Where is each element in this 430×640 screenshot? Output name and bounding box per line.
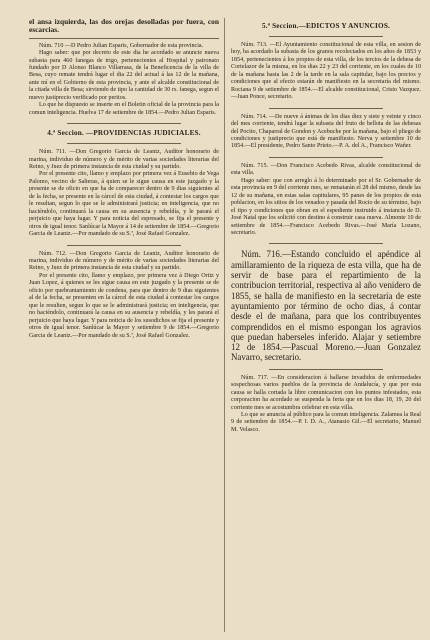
notice-716-header: Núm. 716.—Estando concluido el apéndice al amillaramiento de la riqueza de esta villa, que ha de servir de base para el repartimiento de la contribucion territorial, respectiva al año venidero de 1855, se halla de manifiesto en la secretaría de este ayuntamiento por término de ocho dias, á contar desde el de mañana, para que los contribuyentes comprendidos en el mismo espongan los agravios que puedan haberseles inferido. Alajar y setiembre 12 de 1854.—Pascual Moreno.—Juan Gonzalez Navarro, secretario. (231, 249, 421, 363)
divider-rule (269, 369, 383, 370)
notice-716 (231, 249, 421, 362)
section-judicial-heading: 4.ª Seccion. —PROVIDENCIAS JUDICIALES. (47, 129, 201, 138)
column-divider (224, 18, 225, 632)
divider-rule (269, 157, 383, 158)
notice-710-header: Núm. 710 —D Pedro Julian Esparis, Gobernador de esta provincia. (39, 42, 204, 49)
notice-710-body: Hago saber: que por decreto de este dia he acordado se anuncie nueva subasta para 460 fanegas de trigo, pertenecientes al Hospital y patronato fundado por D Alonso Blanco Villarrasa, de la Beneficencia de la villa de Besa, cuyo remate tendrá lugar el dia 22 del actual á las 12 de la mañana, ante mí en el Gobierno de esta provincia, y ante el alcalde constitucional de la citada villa de Besa; sirviendo de tipo la cantidad de 30 rs. fanega, segun el nuevo justiprecio verificado por peritos. (29, 50, 219, 101)
notice-717 (231, 375, 421, 435)
notice-714 (231, 114, 421, 151)
notice-710-body2: Lo que he dispuesto se inserte en el Boletin oficial de la provincia para la comun inteligencia. Huelva 17 de setiembre de 1854.—Pedro Julian Esparis. (29, 102, 219, 116)
notice-713-header: Núm. 713. —El Ayuntamiento constitucional de esta villa, en sesion de hoy, ha acordado la subasta de los granos recolectados en los años de 1853 y 1854, pertenecientes á los propios de esta villa, de los tercios de la dehesa de Cortelazor de la misma, en los dias 22 y 23 del corriente, en los cuales de 10 de la mañana hasta las 2 de la tarde en la sala capitular, bajo los precios y condiciones que al efecto estarán de manifiesto en la secretaría del mismo. Rociana 9 de setiembre de 1854.—El alcalde constitucional, Cristo Vazquez.—Juan Ponce, secretario. (231, 42, 421, 101)
notice-717-header: Núm. 717. —En consideracion á hallarse invadidos de enfermedades sospechosas varios pueblos de la provincia de Andalucía, y que por esta causa se halla cortada la libre comunicacion con los puntos infestados, esta corporacion ha acordado se suspenda la feria que en los dias 18, 19, 20 del corriente mes se acostumbra celebrar en esta villa. (231, 374, 421, 411)
notice-715 (231, 163, 421, 238)
left-column (29, 18, 219, 634)
notice-713 (231, 42, 421, 102)
notice-712 (29, 251, 219, 340)
continuation-text: el ansa izquierda, las dos orejas desolladas por fuera, con escarcias. (29, 18, 219, 35)
notice-717-body: Lo que se anuncia al público para la comun inteligencia. Zalamea la Real 9 de setiembre de 1854.—P. I. D. A., Atanasio Gil.—El secretario, Manuel M. Velasco. (231, 411, 421, 433)
divider-rule (269, 243, 383, 244)
section-edictos-heading: 5.ª Seccion.—EDICTOS Y ANUNCIOS. (261, 22, 391, 30)
notice-714-header: Núm. 714. —De nueve á ánimas de los dias diez y siete y veinte y cinco del mes corriente, tendrá lugar la subasta del fruto de bellota de las dehesas del Pocito, Chaparral de Gondon y Acebuche por la mañana, bajo el pliego de condiciones y justiprecio que está de manifiesto. Nerva y setiembre 10 de 1854.—El presidente, Pedro Santo Prieto.—P. A. del A., Francisco Wañer. (231, 113, 421, 150)
notice-711 (29, 149, 219, 238)
right-column (231, 18, 421, 634)
notice-712-body: Por el presente cito, llamo y emplazo, por primera vez á Diego Ortiz y Juan Lopez, á quienes se les sigue causa en este juzgado y la presente se de oficio por quebrantamiento de condena, para que dentro de 9 dias siguientes al de la fecha, se presenten en la cárcel de esta ciudad á contestar los cargos que le resulten, segun lo que se le administrará justicia; en inteligencia, que no haciéndolo, continuará la causa en su ausencia y rebeldía, y les parará el perjuicio que haya lugar. Y para noticia de los susodichos se fija el presente y otros de igual tenor. Sanlúcar la Mayor y setiembre 9 de 1854.—Gregorio Garcia de Leaniz.—Por mandado de su S.ª, José Rafael Gonzalez. (29, 272, 219, 339)
notice-711-body: Por el presente cito, llamo y emplazo por primera vez á Eusebio de Vega Palomo, vecino de Salteras, á quien se le sigue causa en este juzgado y la presente se de oficio en que ha de comparecer dentro de 9 dias siguientes al de la fecha, se presente en la cárcel de esta ciudad, á contestar los cargos que le resultan, segun lo que se le administrará justicia; en inteligencia, que no haciéndolo, continuará la causa en su ausencia y rebeldía, y le parará el perjuicio que haya lugar. Y para noticia del espresado, se fija el presente y otros de igual tenor. Sanlúcar la Mayor á 14 de setiembre de 1854.—Gregorio Garcia de Leaniz.—Por mandado de su S.ª, José Rafael Gonzalez. (29, 171, 219, 238)
divider-rule (67, 143, 181, 144)
notice-711-header: Núm. 711. —Don Gregorio Garcia de Leaniz, Auditor honorario de marina, individuo de número y de mérito de varias sociedades literarias del Reino, y Juez de primera instancia de esta ciudad y su partido. (29, 149, 219, 171)
notice-715-header: Núm. 715. —Don Francisco Acebedo Rivas, alcalde constitucional de esta villa. (231, 162, 421, 177)
divider-rule (67, 123, 181, 124)
divider-rule (67, 245, 181, 246)
divider-rule (29, 38, 219, 39)
notice-715-body: Hago saber: que con arreglo á lo determinado por el Sr. Gobernador de esta provincia en 9 del corriente mes, se rematarán el 28 del mismo, desde las 12 de su mañana, en estas salas capitulares, 95 panes de los propios de esta poblacion, en los sitios de los venados y pasada del Rocio de su término, bajo el tipo y condiciones que obran en el espediente instruido á instancia de D. José Natal que los solicitó con destino á construir casa nueva. Almonte 10 de setiembre de 1854.—Francisco Acebedo Rivas.—José María Lozano, secretario. (231, 177, 421, 236)
divider-rule (269, 36, 383, 37)
notice-712-header: Núm. 712. —Don Gregorio Garcia de Leaniz, Auditor honorario de marina, individuo de número y de mérito de varias sociedades literarias del Reino, y Juez de primera instancia de esta ciudad y su partido. (29, 250, 219, 272)
notice-710 (29, 43, 219, 118)
divider-rule (269, 108, 383, 109)
